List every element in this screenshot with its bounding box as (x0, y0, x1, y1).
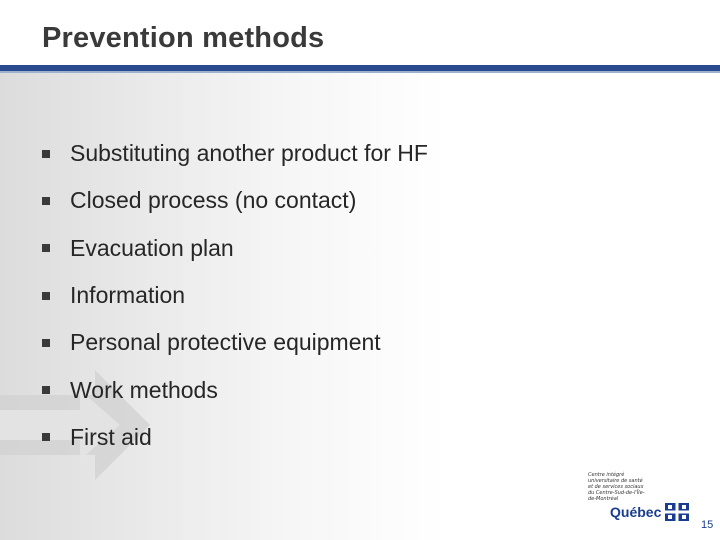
bullet-text: First aid (70, 423, 152, 450)
bullet-list (42, 130, 428, 461)
square-bullet-icon (42, 244, 50, 252)
square-bullet-icon (42, 339, 50, 347)
square-bullet-icon (42, 150, 50, 158)
bullet-text: Closed process (no contact) (70, 187, 357, 214)
bullet-item (42, 414, 428, 461)
square-bullet-icon (42, 197, 50, 205)
logo-caption: Centre intégré universitaire de santé et de services sociaux du Centre-Sud-de-l'Île-de-Montréal (588, 472, 645, 502)
bullet-text: Work methods (70, 376, 218, 403)
bullet-text: Information (70, 282, 186, 309)
bullet-item (42, 319, 428, 366)
bullet-item (42, 366, 428, 413)
bullet-item (42, 177, 428, 224)
page-number: 15 (701, 519, 714, 531)
bullet-text: Personal protective equipment (70, 329, 381, 356)
bullet-text: Substituting another product for HF (70, 140, 428, 167)
quebec-flag-icon (665, 503, 689, 521)
bullet-item (42, 272, 428, 319)
square-bullet-icon (42, 433, 50, 441)
bullet-text: Evacuation plan (70, 234, 234, 261)
bullet-item (42, 225, 428, 272)
ciusss-quebec-logo (580, 469, 692, 529)
square-bullet-icon (42, 386, 50, 394)
slide-title: Prevention methods (42, 22, 325, 54)
bullet-item (42, 130, 428, 177)
title-rule-highlight (0, 71, 720, 73)
logo-name: Québec (610, 504, 662, 520)
square-bullet-icon (42, 292, 50, 300)
